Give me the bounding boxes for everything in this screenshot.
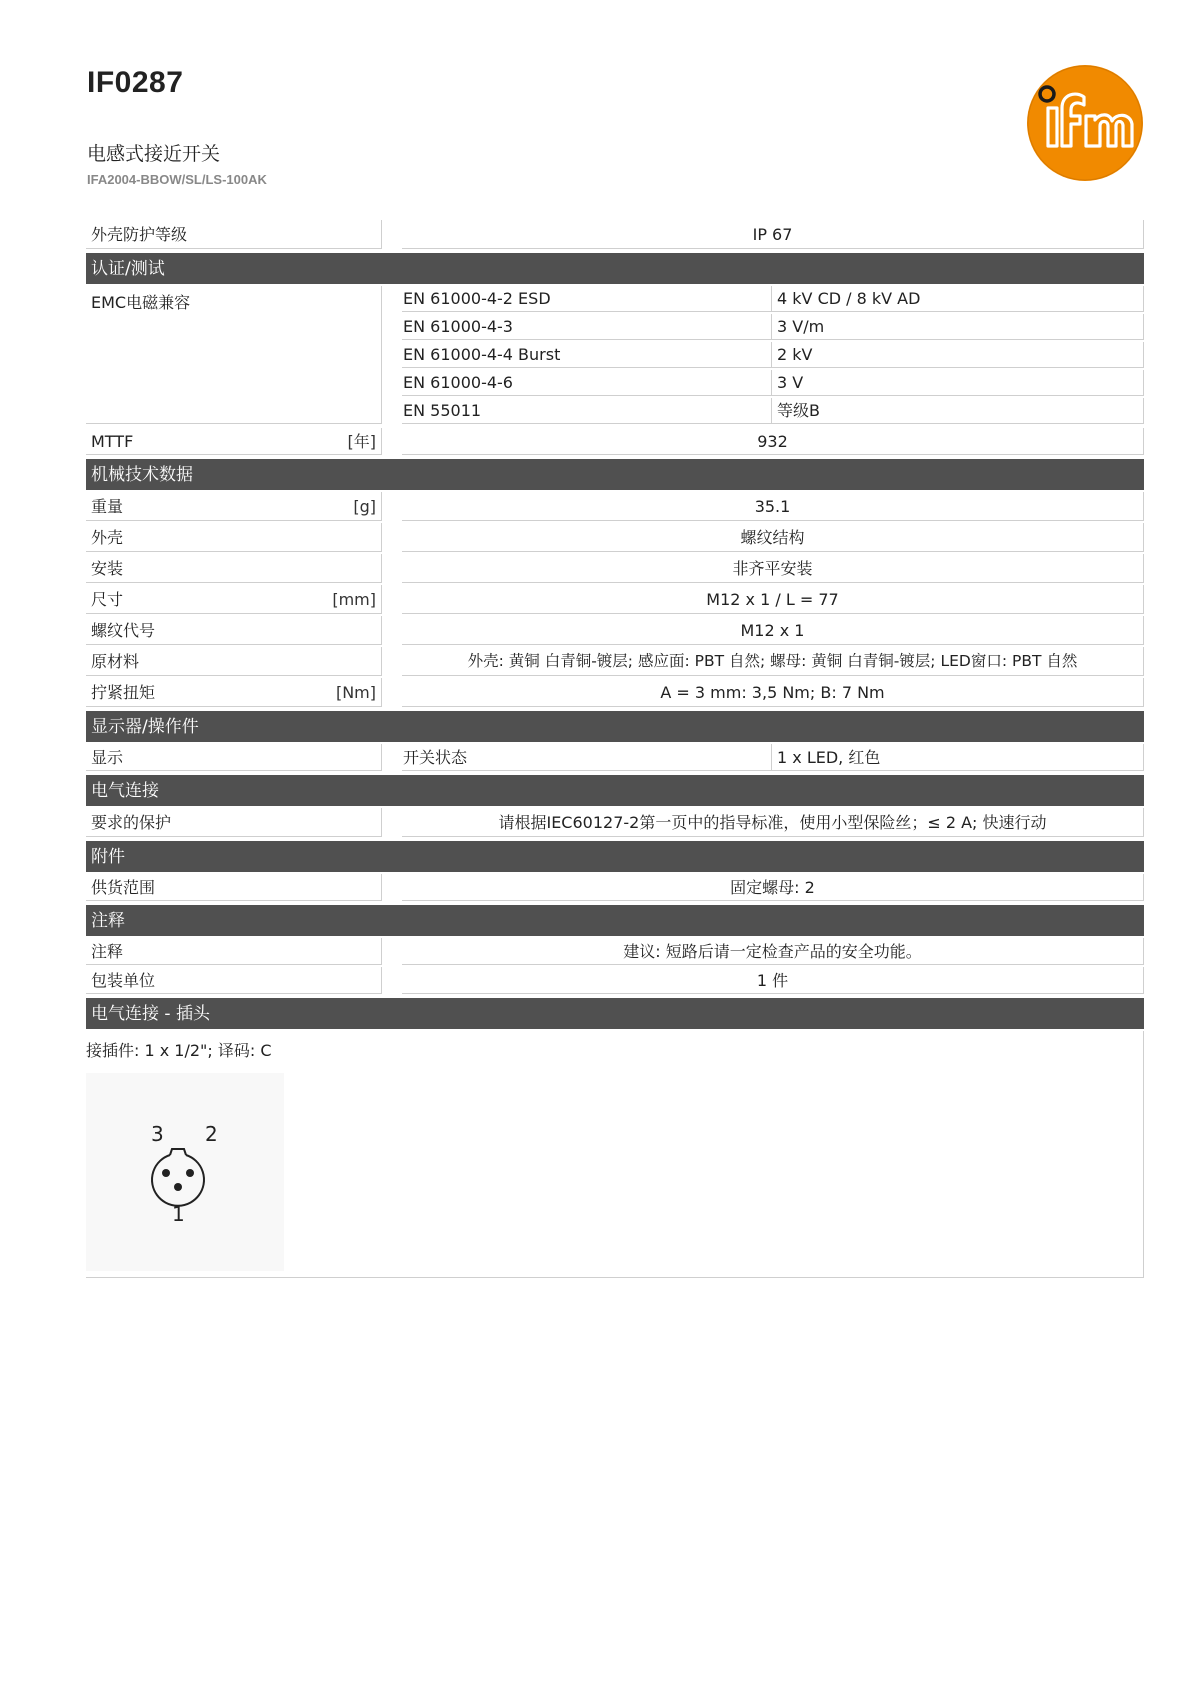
- spec-row-packaging: [86, 967, 1144, 994]
- datasheet: [86, 218, 1144, 1278]
- spec-value: IP 67: [402, 220, 1144, 249]
- display-item: 开关状态: [402, 744, 772, 771]
- section-header-approvals: 认证/测试: [86, 253, 1144, 284]
- spec-label: 包装单位: [91, 971, 156, 990]
- pin-3-label: 3: [151, 1122, 164, 1146]
- product-subtitle: 电感式接近开关: [87, 143, 221, 165]
- spec-value: M12 x 1 / L = 77: [402, 585, 1144, 614]
- section-header-connector: 电气连接 - 插头: [86, 998, 1144, 1029]
- connector-text: 接插件: 1 x 1/2"; 译码: C: [86, 1041, 272, 1060]
- spec-value: M12 x 1: [402, 616, 1144, 645]
- spec-value: 请根据IEC60127-2第一页中的指导标准，使用小型保险丝；≤ 2 A; 快速行动: [402, 808, 1144, 837]
- product-title: IF0287: [87, 66, 184, 99]
- spec-row-display: [86, 744, 1144, 771]
- spec-label: 安装: [91, 559, 124, 578]
- spec-unit: [Nm]: [335, 683, 376, 702]
- spec-label: 外壳防护等级: [91, 225, 188, 244]
- spec-row-note: [86, 938, 1144, 965]
- part-number: IFA2004-BBOW/SL/LS-100AK: [87, 172, 267, 187]
- spec-row-scope-of-delivery: [86, 874, 1144, 901]
- spec-label: 原材料: [91, 652, 140, 671]
- spec-value: 固定螺母: 2: [402, 874, 1144, 901]
- spec-row-protection: [86, 220, 1144, 249]
- spec-label: 供货范围: [91, 878, 156, 897]
- spec-unit: [g]: [353, 497, 376, 516]
- table-row: EN 61000-4-4 Burst 2 kV: [402, 342, 1144, 368]
- table-row: EN 55011 等级B: [402, 398, 1144, 424]
- spec-label: 螺纹代号: [91, 621, 156, 640]
- spec-row-mounting: [86, 554, 1144, 583]
- pin-1-label: 1: [172, 1202, 185, 1226]
- spec-value: 932: [402, 428, 1144, 455]
- spec-label: 拧紧扭矩: [91, 683, 156, 702]
- spec-row-weight: [86, 492, 1144, 521]
- spec-value: 外壳: 黄铜 白青铜-镀层; 感应面: PBT 自然; 螺母: 黄铜 白青铜-镀层; LED窗口: PBT 自然: [402, 647, 1144, 676]
- table-row: EN 61000-4-6 3 V: [402, 370, 1144, 396]
- connector-panel: [86, 1031, 1144, 1278]
- spec-label: 显示: [91, 748, 124, 767]
- section-header-electrical: 电气连接: [86, 775, 1144, 806]
- spec-row-emc: [86, 286, 1144, 426]
- connector-pinout-diagram: [86, 1073, 284, 1271]
- spec-label: 重量: [91, 497, 124, 516]
- spec-value: A = 3 mm: 3,5 Nm; B: 7 Nm: [402, 678, 1144, 707]
- pin-2-label: 2: [205, 1122, 218, 1146]
- spec-label: 外壳: [91, 528, 124, 547]
- section-header-mechanical: 机械技术数据: [86, 459, 1144, 490]
- spec-label: MTTF: [91, 432, 134, 451]
- section-header-notes: 注释: [86, 905, 1144, 936]
- spec-unit: [年]: [347, 432, 376, 451]
- table-row: EN 61000-4-2 ESD 4 kV CD / 8 kV AD: [402, 286, 1144, 312]
- spec-value: 非齐平安装: [402, 554, 1144, 583]
- pin-1: [174, 1183, 182, 1191]
- spec-row-thread: [86, 616, 1144, 645]
- spec-row-dimensions: [86, 585, 1144, 614]
- table-row: EN 61000-4-3 3 V/m: [402, 314, 1144, 340]
- spec-value: 1 件: [402, 967, 1144, 994]
- display-value: 1 x LED, 红色: [772, 744, 1144, 771]
- spec-unit: [mm]: [332, 590, 376, 609]
- spec-value: 35.1: [402, 492, 1144, 521]
- spec-value: 建议: 短路后请一定检查产品的安全功能。: [402, 938, 1144, 965]
- spec-label: 注释: [91, 942, 124, 961]
- ifm-logo: [1026, 64, 1144, 182]
- section-header-display: 显示器/操作件: [86, 711, 1144, 742]
- spec-row-mttf: [86, 428, 1144, 455]
- pin-2: [186, 1169, 194, 1177]
- spec-value: 螺纹结构: [402, 523, 1144, 552]
- spec-label: 尺寸: [91, 590, 124, 609]
- pin-3: [162, 1169, 170, 1177]
- spec-label: EMC电磁兼容: [91, 293, 191, 312]
- spec-row-torque: [86, 678, 1144, 707]
- spec-row-housing: [86, 523, 1144, 552]
- spec-row-protection-required: [86, 808, 1144, 837]
- emc-table: [402, 286, 1144, 426]
- spec-row-materials: [86, 647, 1144, 676]
- section-header-accessories: 附件: [86, 841, 1144, 872]
- spec-label: 要求的保护: [91, 813, 172, 832]
